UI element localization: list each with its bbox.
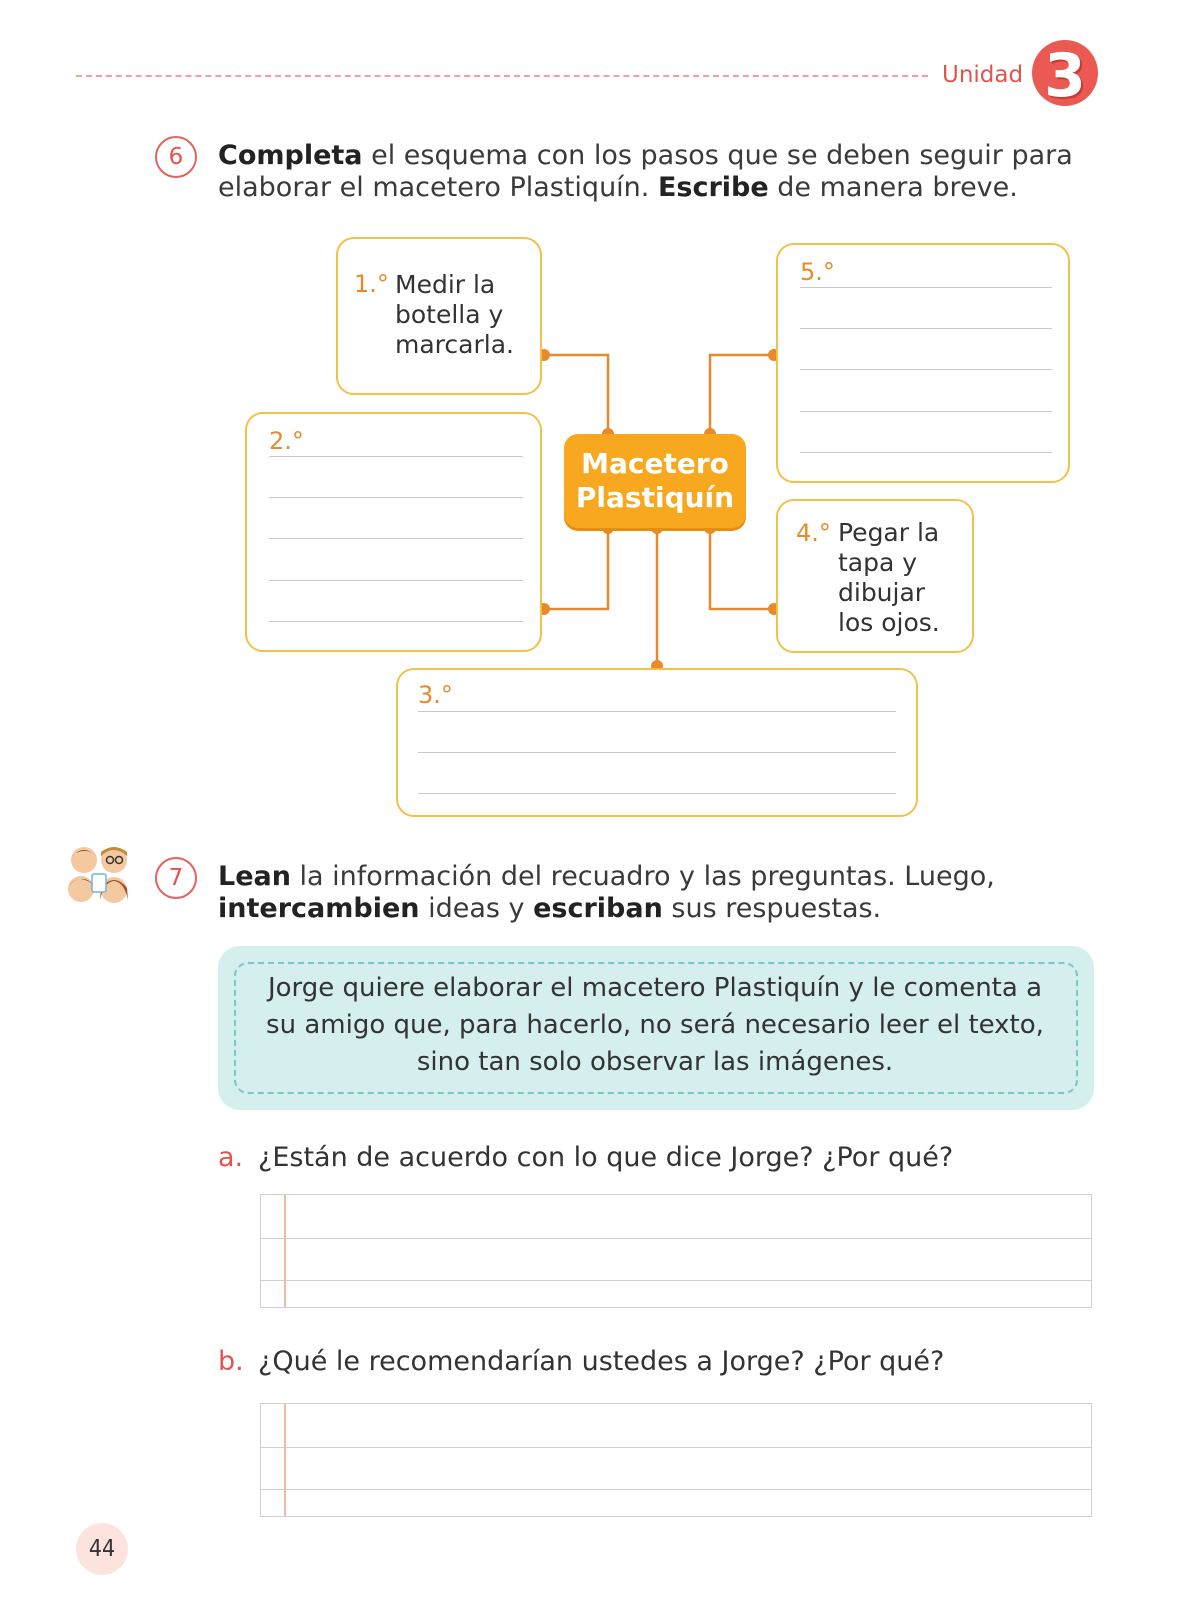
instruction-bold: Escribe	[657, 172, 769, 203]
question-a-text: ¿Están de acuerdo con lo que dice Jorge? ¿Por qué?	[258, 1142, 954, 1173]
step-5-label: 5.°	[800, 258, 835, 286]
step-text-line: botella y	[395, 300, 504, 329]
step-3-write-line[interactable]	[418, 793, 896, 794]
step-2-write-line[interactable]	[269, 456, 523, 457]
step-2-label: 2.°	[269, 427, 304, 455]
center-label-line: Plastiquín	[575, 481, 735, 514]
step-3-write-line[interactable]	[418, 711, 896, 712]
page-number: 44	[76, 1523, 128, 1575]
instruction-text: de manera breve.	[768, 172, 1018, 203]
connector-step-2	[544, 528, 608, 609]
instruction-bold: intercambien	[218, 893, 420, 924]
connector-step-5	[710, 355, 774, 434]
info-box-line: su amigo que, para hacerlo, no será necesario leer el texto,	[266, 1010, 1044, 1040]
center-label-line: Macetero	[581, 447, 729, 480]
answer-b-margin	[284, 1404, 286, 1516]
info-box-line: sino tan solo observar las imágenes.	[416, 1047, 894, 1077]
answer-a-line	[261, 1238, 1091, 1239]
step-5-write-line[interactable]	[800, 287, 1052, 288]
activity-6-number: 6	[155, 136, 197, 178]
info-box-line: Jorge quiere elaborar el macetero Plastiquín y le comenta a	[267, 973, 1043, 1003]
step-3-write-line[interactable]	[418, 752, 896, 753]
step-text-line: Pegar la	[838, 518, 940, 547]
step-2-write-line[interactable]	[269, 621, 523, 622]
step-text-line: dibujar	[838, 578, 926, 607]
step-5-write-line[interactable]	[800, 411, 1052, 412]
instruction-text: sus respuestas.	[662, 893, 882, 924]
step-3-label: 3.°	[418, 681, 453, 709]
step-text-line: marcarla.	[395, 330, 514, 359]
instruction-bold: Lean	[218, 861, 291, 892]
step-2-write-line[interactable]	[269, 497, 523, 498]
question-b-letter: b.	[218, 1346, 244, 1377]
group-work-icon	[64, 842, 134, 908]
question-b-text: ¿Qué le recomendarían ustedes a Jorge? ¿Por qué?	[258, 1346, 945, 1377]
step-1-text	[395, 270, 514, 360]
activity-7-instruction	[218, 861, 1098, 925]
answer-b-line	[261, 1489, 1091, 1490]
step-5-write-line[interactable]	[800, 452, 1052, 453]
answer-b-line	[261, 1447, 1091, 1448]
step-text-line: tapa y	[838, 548, 918, 577]
step-5-write-line[interactable]	[800, 328, 1052, 329]
step-text-line: los ojos.	[838, 608, 940, 637]
step-1-label: 1.°	[354, 270, 389, 298]
question-a-letter: a.	[218, 1142, 244, 1173]
unit-number: 3	[1044, 41, 1086, 111]
step-2-write-line[interactable]	[269, 538, 523, 539]
instruction-text: ideas y	[419, 893, 534, 924]
info-box-text	[250, 970, 1060, 1081]
connector-step-4	[710, 528, 774, 609]
step-4-text	[838, 518, 940, 638]
unit-label: Unidad	[942, 62, 1024, 88]
answer-a-line	[261, 1280, 1091, 1281]
answer-a-margin	[284, 1195, 286, 1307]
answer-a-paper[interactable]	[260, 1194, 1092, 1308]
step-3-box	[396, 668, 918, 817]
instruction-bold: escriban	[533, 893, 663, 924]
connector-step-1	[544, 355, 608, 434]
center-label	[564, 434, 746, 528]
activity-7-number: 7	[155, 857, 197, 899]
step-5-write-line[interactable]	[800, 369, 1052, 370]
instruction-bold: Completa	[218, 140, 363, 171]
instruction-text: la información del recuadro y las preguntas. Luego,	[290, 861, 995, 892]
step-4-label: 4.°	[796, 519, 831, 547]
answer-b-paper[interactable]	[260, 1403, 1092, 1517]
step-2-write-line[interactable]	[269, 580, 523, 581]
instruction-text: el esquema con los pasos que se deben seguir para elaborar el macetero Plastiquín.	[218, 140, 1073, 203]
step-text-line: Medir la	[395, 270, 496, 299]
